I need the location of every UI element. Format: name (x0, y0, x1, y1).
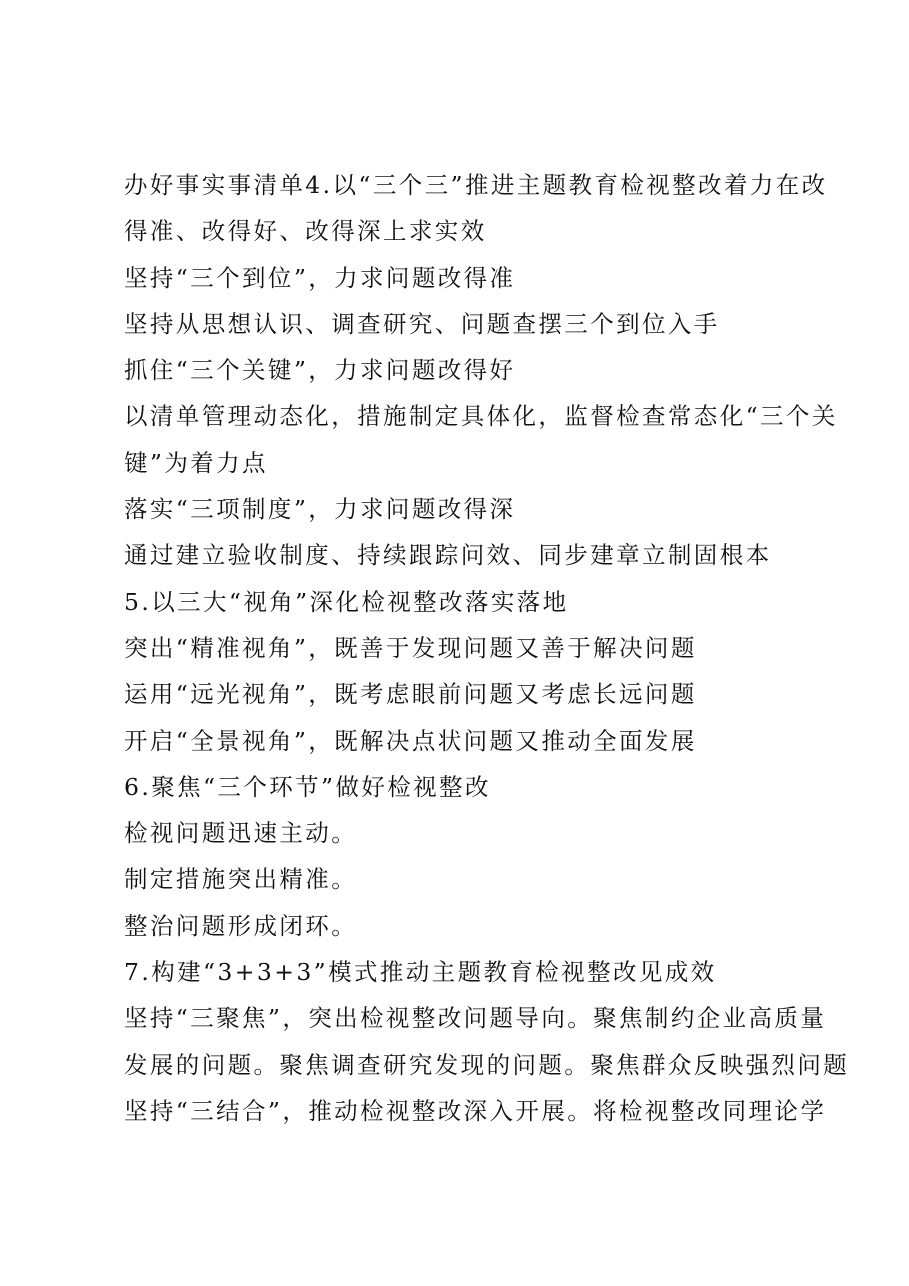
text-line: 抓住“三个关键”，力求问题改得好 (124, 356, 516, 385)
text-line: 发展的问题。聚焦调查研究发现的问题。聚焦群众反映强烈问题 (124, 1050, 850, 1079)
text-line: 开启“全景视角”，既解决点状问题又推动全面发展 (124, 726, 697, 755)
text-line: 制定措施突出精准。 (124, 865, 358, 894)
text-line: 突出“精准视角”，既善于发现问题又善于解决问题 (124, 633, 697, 662)
text-line: 坚持“三聚焦”，突出检视整改问题导向。聚焦制约企业高质量 (124, 1004, 827, 1033)
text-line: 办好事实事清单4.以“三个三”推进主题教育检视整改着力在改 (124, 171, 828, 199)
text-line: 落实“三项制度”，力求问题改得深 (124, 495, 516, 524)
text-line: 运用“远光视角”，既考虑眼前问题又考虑长远问题 (124, 680, 697, 709)
text-line: 整治问题形成闭环。 (124, 911, 358, 940)
document-body (124, 162, 850, 1134)
section-heading: 6.聚焦“三个环节”做好检视整改 (124, 772, 491, 801)
text-line: 键”为着力点 (124, 448, 268, 477)
text-line: 检视问题迅速主动。 (124, 819, 358, 848)
text-line: 坚持“三个到位”，力求问题改得准 (124, 263, 516, 292)
text-line: 得准、改得好、改得深上求实效 (124, 217, 487, 246)
text-line: 坚持从思想认识、调查研究、问题查摆三个到位入手 (124, 309, 720, 338)
text-line: 通过建立验收制度、持续跟踪问效、同步建章立制固根本 (124, 541, 772, 570)
text-line: 以清单管理动态化，措施制定具体化，监督检查常态化“三个关 (124, 402, 838, 431)
text-line: 坚持“三结合”，推动检视整改深入开展。将检视整改同理论学 (124, 1096, 827, 1125)
section-heading: 7.构建“3+3+3”模式推动主题教育检视整改见成效 (124, 958, 717, 987)
section-heading: 5.以三大“视角”深化检视整改落实落地 (124, 587, 569, 616)
